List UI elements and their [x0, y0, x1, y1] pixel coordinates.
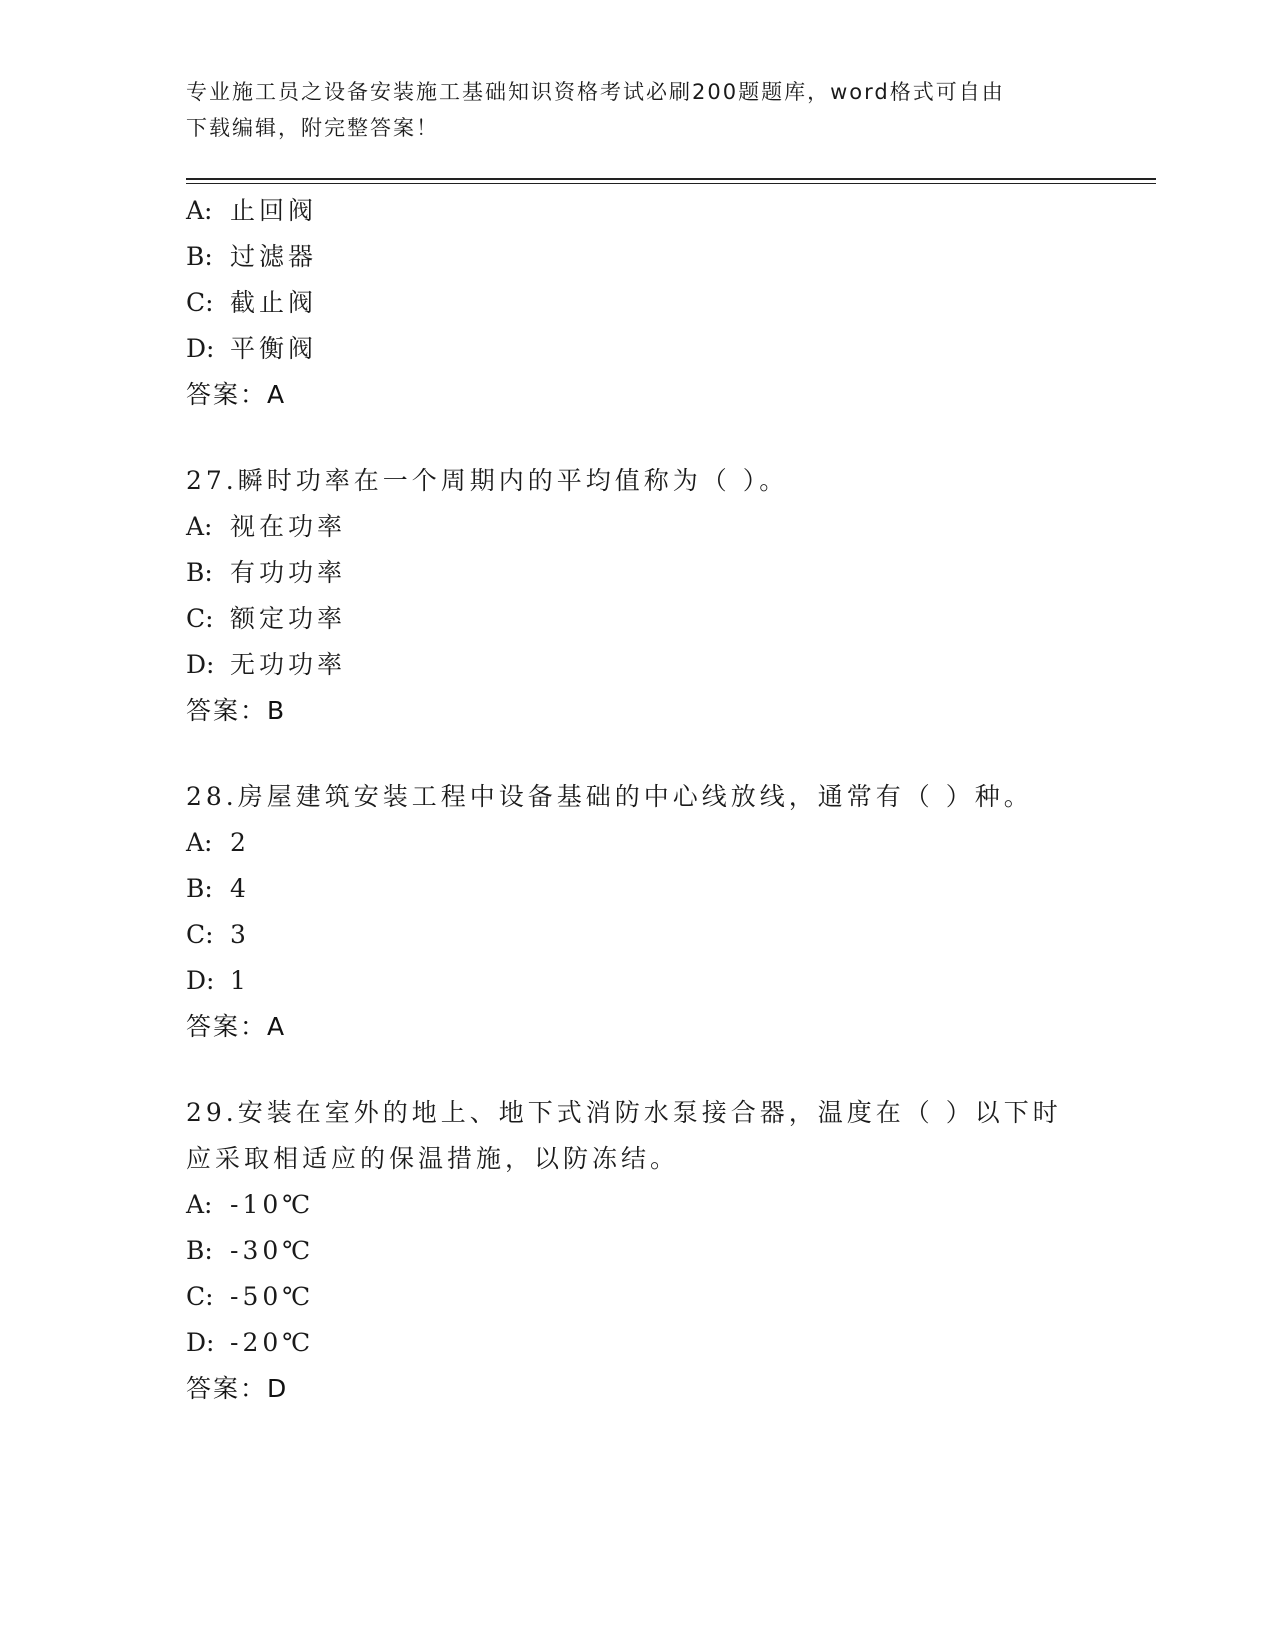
option-b — [186, 1228, 1156, 1274]
option-d — [186, 1320, 1156, 1366]
option-key: A: — [186, 1190, 213, 1219]
option-d — [186, 958, 1156, 1004]
option-text: 平衡阀 — [230, 334, 318, 363]
option-text: 视在功率 — [230, 512, 347, 541]
option-text: -10℃ — [230, 1190, 315, 1219]
option-a — [186, 504, 1156, 550]
option-key: A: — [186, 828, 213, 857]
option-key: D: — [186, 1328, 215, 1357]
option-text: -50℃ — [230, 1282, 315, 1311]
option-text: 3 — [230, 920, 250, 949]
answer-line: 答案：B — [186, 696, 287, 725]
option-key: D: — [186, 334, 215, 363]
option-b — [186, 234, 1156, 280]
option-d — [186, 326, 1156, 372]
question-block-28 — [186, 774, 1156, 1050]
option-key: C: — [186, 604, 214, 633]
answer-line: 答案：D — [186, 1374, 289, 1403]
option-key: D: — [186, 966, 215, 995]
header-line-2: 下载编辑，附完整答案！ — [186, 116, 439, 140]
question-text: 28.房屋建筑安装工程中设备基础的中心线放线，通常有（ ）种。 — [186, 782, 1033, 811]
option-text: 截止阀 — [230, 288, 318, 317]
option-b — [186, 866, 1156, 912]
option-key: C: — [186, 920, 214, 949]
header-line-1: 专业施工员之设备安装施工基础知识资格考试必刷200题题库，word格式可自由 — [186, 80, 1005, 104]
option-text: 4 — [230, 874, 250, 903]
option-a — [186, 1182, 1156, 1228]
option-text: -20℃ — [230, 1328, 315, 1357]
option-text: 止回阀 — [230, 196, 318, 225]
option-c — [186, 596, 1156, 642]
option-key: B: — [186, 874, 213, 903]
option-c — [186, 280, 1156, 326]
option-text: -30℃ — [230, 1236, 315, 1265]
option-text: 有功功率 — [230, 558, 347, 587]
option-key: C: — [186, 288, 214, 317]
question-block-29 — [186, 1090, 1156, 1412]
question-block-27 — [186, 458, 1156, 734]
question-text: 29.安装在室外的地上、地下式消防水泵接合器，温度在（ ）以下时应采取相适应的保温措施，以防冻结。 — [186, 1098, 1062, 1173]
header-divider-thick — [186, 178, 1156, 180]
option-text: 额定功率 — [230, 604, 347, 633]
question-block-26 — [186, 188, 1156, 418]
document-header — [186, 74, 1066, 146]
answer-line: 答案：A — [186, 1012, 287, 1041]
option-d — [186, 642, 1156, 688]
option-b — [186, 550, 1156, 596]
answer-line: 答案：A — [186, 380, 287, 409]
option-text: 过滤器 — [230, 242, 318, 271]
option-key: A: — [186, 512, 213, 541]
option-key: B: — [186, 558, 213, 587]
option-text: 无功功率 — [230, 650, 347, 679]
option-key: B: — [186, 242, 213, 271]
option-key: A: — [186, 196, 213, 225]
option-a — [186, 188, 1156, 234]
option-c — [186, 912, 1156, 958]
question-list — [186, 188, 1156, 1452]
question-text: 27.瞬时功率在一个周期内的平均值称为（ ）。 — [186, 466, 789, 495]
header-divider-thin — [186, 183, 1156, 184]
option-text: 2 — [230, 828, 250, 857]
option-text: 1 — [230, 966, 250, 995]
option-key: B: — [186, 1236, 213, 1265]
option-key: C: — [186, 1282, 214, 1311]
option-c — [186, 1274, 1156, 1320]
option-key: D: — [186, 650, 215, 679]
option-a — [186, 820, 1156, 866]
